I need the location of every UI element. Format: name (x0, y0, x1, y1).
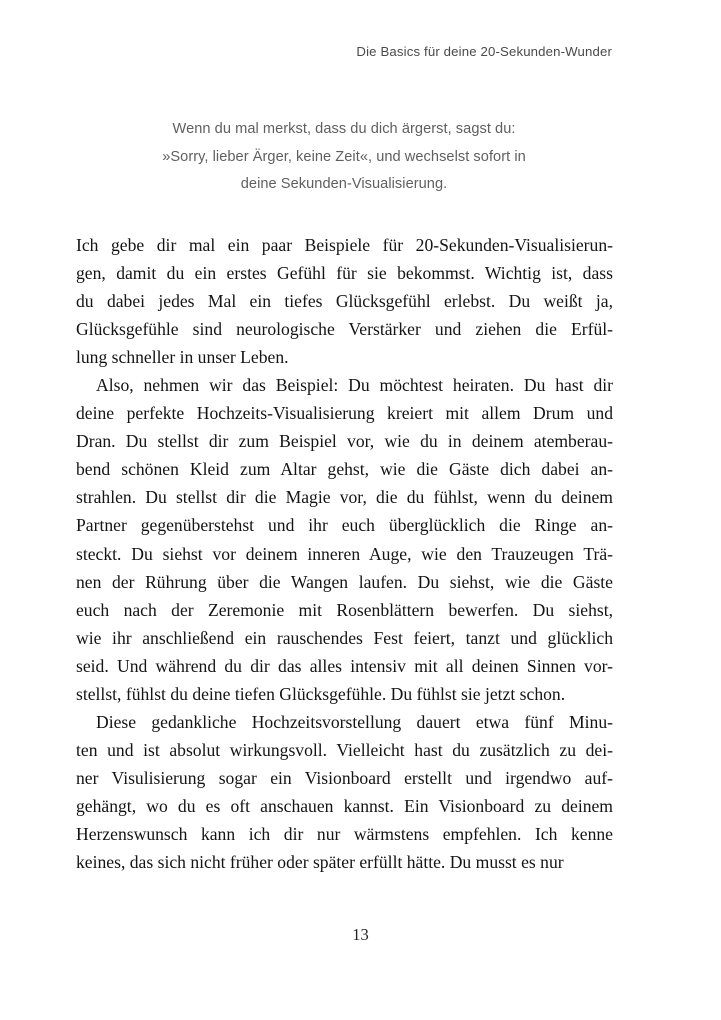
body-line: wie ihr anschließend ein rauschendes Fest feiert, tanzt und glücklich (76, 627, 613, 648)
body-line: Dran. Du stellst dir zum Beispiel vor, wie du in deinem atemberau- (76, 431, 613, 452)
body-text-block (76, 231, 613, 876)
running-header: Die Basics für deine 20-Sekunden-Wunder (356, 44, 612, 59)
body-line: lung schneller in unser Leben. (76, 347, 289, 368)
body-line: gen, damit du ein erstes Gefühl für sie bekommst. Wichtig ist, dass (76, 263, 613, 284)
body-line: strahlen. Du stellst dir die Magie vor, die du fühlst, wenn du deinem (76, 487, 613, 508)
body-line: Diese gedankliche Hochzeitsvorstellung dauert etwa fünf Minu- (96, 711, 613, 732)
page-number: 13 (352, 925, 369, 944)
body-paragraph (76, 371, 613, 708)
epigraph-line: deine Sekunden-Visualisierung. (240, 176, 448, 192)
body-line: seid. Und während du dir das alles intensiv mit all deinen Sinnen vor- (76, 655, 613, 676)
body-line: Also, nehmen wir das Beispiel: Du möchtest heiraten. Du hast dir (96, 375, 613, 396)
epigraph-line: Wenn du mal merkst, dass du dich ärgerst, sagst du: (172, 121, 516, 137)
body-line: ten und ist absolut wirkungsvoll. Vielleicht hast du zusätzlich zu dei- (76, 739, 613, 760)
body-line: steckt. Du siehst vor deinem inneren Auge, wie den Trauzeugen Trä- (76, 543, 613, 564)
body-line: Glücksgefühle sind neurologische Verstärker und ziehen die Erfül- (76, 319, 613, 340)
body-line: bend schönen Kleid zum Altar gehst, wie die Gäste dich dabei an- (76, 459, 613, 480)
body-line: Ich gebe dir mal ein paar Beispiele für 20-Sekunden-Visualisierun- (76, 235, 613, 255)
body-paragraph (76, 231, 613, 371)
body-line: Partner gegenüberstehst und ihr euch überglücklich die Ringe an- (76, 515, 613, 536)
body-line: keines, das sich nicht früher oder später erfüllt hätte. Du musst es nur (76, 852, 564, 873)
epigraph-block (96, 116, 592, 199)
body-line: ner Visulisierung sogar ein Visionboard erstellt und irgendwo auf- (76, 767, 613, 788)
body-line: deine perfekte Hochzeits-Visualisierung kreiert mit allem Drum und (76, 403, 613, 424)
body-line: du dabei jedes Mal ein tiefes Glücksgefühl erlebst. Du weißt ja, (76, 291, 613, 312)
body-line: Herzenswunsch kann ich dir nur wärmstens empfehlen. Ich kenne (76, 823, 613, 844)
body-line: euch nach der Zeremonie mit Rosenblättern bewerfen. Du siehst, (76, 599, 613, 620)
body-line: nen der Rührung über die Wangen laufen. Du siehst, wie die Gäste (76, 571, 613, 592)
body-line: stellst, fühlst du deine tiefen Glücksgefühle. Du fühlst sie jetzt schon. (76, 683, 566, 704)
body-paragraph (76, 708, 613, 876)
body-line: gehängt, wo du es oft anschauen kannst. Ein Visionboard zu deinem (76, 795, 613, 816)
epigraph-line: »Sorry, lieber Ärger, keine Zeit«, und wechselst sofort in (162, 148, 526, 165)
